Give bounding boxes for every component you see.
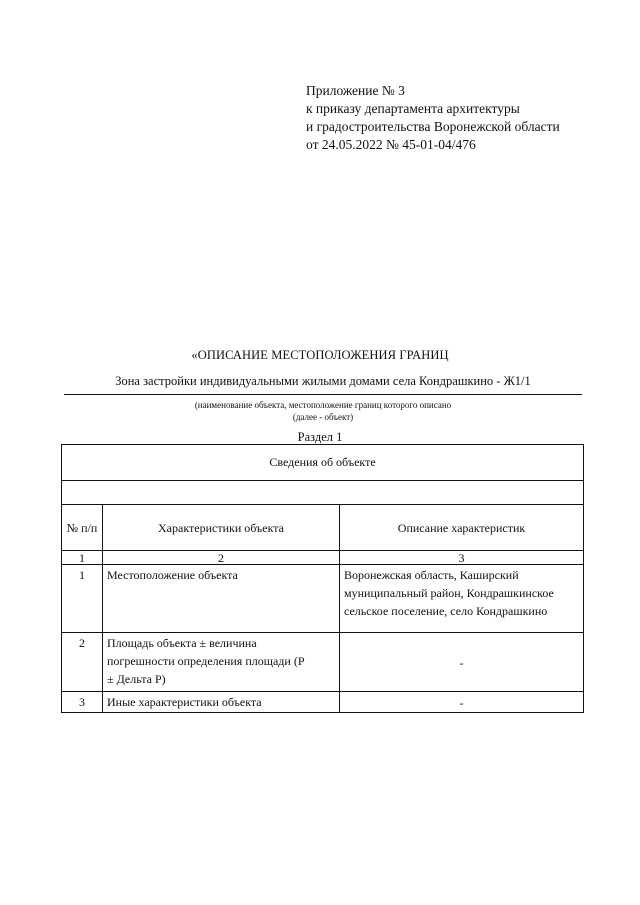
section-label: Раздел 1	[297, 430, 343, 444]
object-info-table	[61, 444, 584, 713]
column-number: 1	[62, 551, 103, 565]
column-header-number: № п/п	[62, 505, 103, 551]
row-characteristic: Иные характеристики объекта	[103, 692, 340, 713]
row-characteristic: Местоположение объекта	[103, 565, 340, 633]
appendix-line: к приказу департамента архитектуры	[306, 101, 520, 116]
note-line: (далее - объект)	[292, 412, 354, 422]
table-row	[62, 692, 584, 713]
object-name-underline	[64, 394, 582, 395]
appendix-line: и градостроительства Воронежской области	[306, 119, 560, 134]
column-header-description: Описание характеристик	[340, 505, 584, 551]
appendix-line: от 24.05.2022 № 45-01-04/476	[306, 137, 476, 152]
document-title: «ОПИСАНИЕ МЕСТОПОЛОЖЕНИЯ ГРАНИЦ	[191, 348, 449, 362]
row-description: -	[340, 692, 584, 713]
note-line: (наименование объекта, местоположение границ которого описано	[194, 400, 452, 410]
column-header-characteristic: Характеристики объекта	[103, 505, 340, 551]
table-caption: Сведения об объекте	[62, 445, 584, 481]
table-blank-row	[62, 481, 584, 505]
table-row	[62, 565, 584, 633]
row-description: Воронежская область, Каширский муниципальный район, Кондрашкинское сельское поселение, село Кондрашкино	[340, 565, 584, 633]
row-number: 1	[62, 565, 103, 633]
object-name-note	[64, 399, 582, 423]
row-number: 3	[62, 692, 103, 713]
column-number: 2	[103, 551, 340, 565]
row-description: -	[340, 633, 584, 692]
row-characteristic: Площадь объекта ± величина погрешности определения площади (Р ± Дельта Р)	[103, 633, 340, 692]
row-number: 2	[62, 633, 103, 692]
table-row	[62, 633, 584, 692]
appendix-block	[306, 82, 560, 154]
object-name: Зона застройки индивидуальными жилыми домами села Кондрашкино - Ж1/1	[115, 374, 531, 388]
appendix-line: Приложение № 3	[306, 83, 405, 98]
column-number: 3	[340, 551, 584, 565]
